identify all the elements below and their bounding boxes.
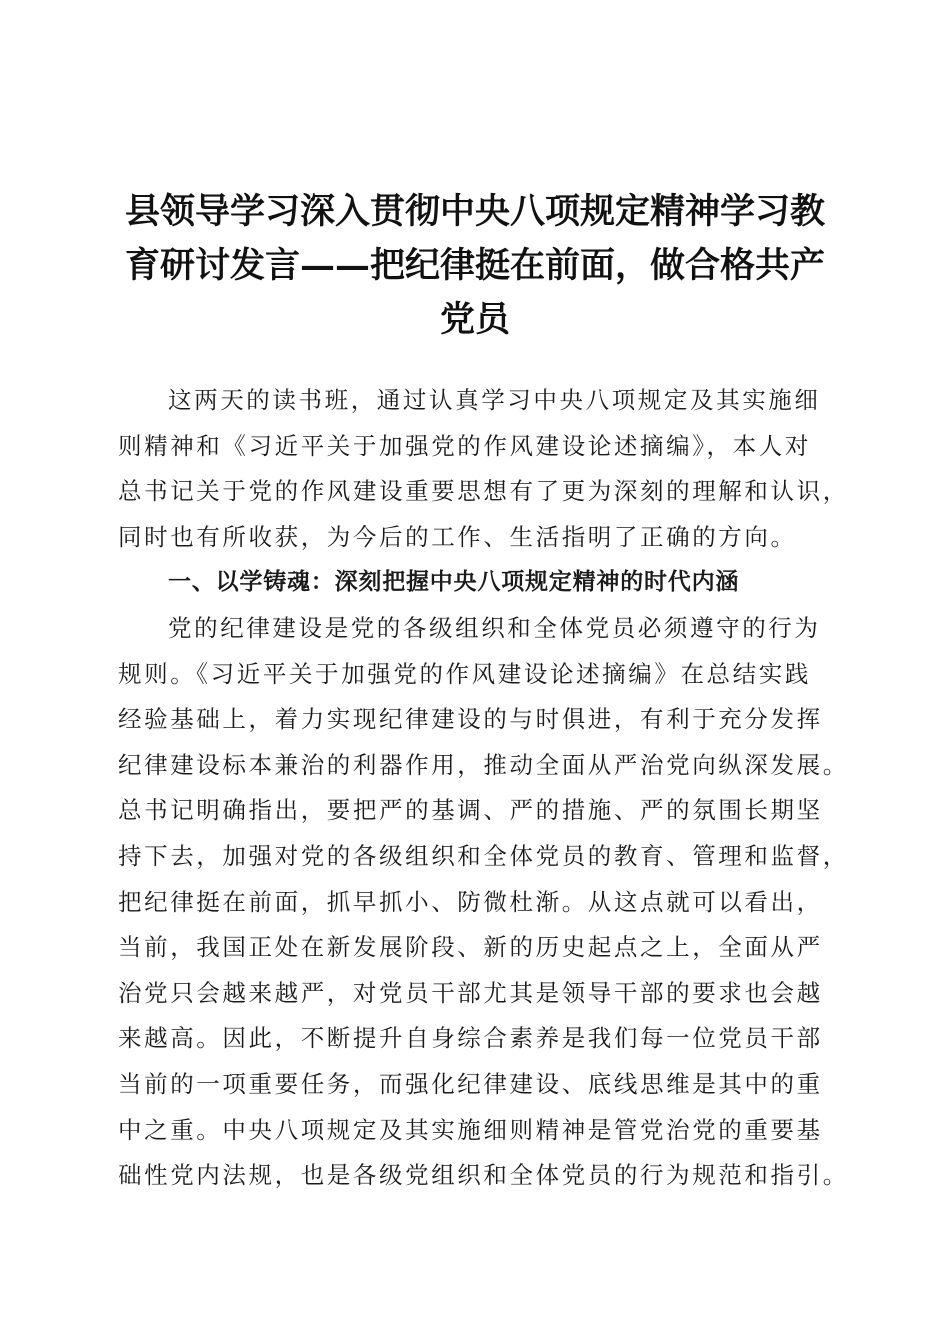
paragraph-line: 党的纪律建设是党的各级组织和全体党员必须遵守的行为 bbox=[168, 613, 821, 642]
paragraph-line: 治党只会越来越严，对党员干部尤其是领导干部的要求也会越 bbox=[118, 978, 823, 1007]
paragraph-line: 经验基础上，着力实现纪律建设的与时俱进，有利于充分发挥 bbox=[118, 705, 823, 734]
paragraph-line: 纪律建设标本兼治的利器作用，推动全面从严治党向纵深发展。 bbox=[118, 750, 849, 779]
paragraph-line: 中之重。中央八项规定及其实施细则精神是管党治党的重要基 bbox=[118, 1115, 823, 1144]
paragraph-line: 当前，我国正处在新发展阶段、新的历史起点之上，全面从严 bbox=[118, 933, 823, 962]
document-body bbox=[118, 378, 849, 1199]
paragraph-line: 规则。《习近平关于加强党的作风建设论述摘编》在总结实践 bbox=[118, 659, 811, 688]
paragraph-line: 总书记明确指出，要把严的基调、严的措施、严的氛围长期坚 bbox=[118, 796, 823, 825]
title-line: 县领导学习深入贯彻中央八项规定精神学习教 bbox=[124, 191, 825, 232]
paragraph-line: 同时也有所收获，为今后的工作、生活指明了正确的方向。 bbox=[118, 522, 797, 551]
paragraph-line: 础性党内法规，也是各级党组织和全体党员的行为规范和指引。 bbox=[118, 1161, 849, 1190]
paragraph-line: 把纪律挺在前面，抓早抓小、防微杜渐。从这点就可以看出， bbox=[118, 887, 823, 916]
paragraph-line: 则精神和《习近平关于加强党的作风建设论述摘编》，本人对 bbox=[118, 431, 811, 460]
paragraph-line: 这两天的读书班，通过认真学习中央八项规定及其实施细 bbox=[168, 386, 821, 414]
paragraph-line: 持下去，加强对党的各级组织和全体党员的教育、管理和监督， bbox=[118, 841, 849, 870]
title-line: 育研讨发言——把纪律挺在前面，做合格共产 bbox=[124, 245, 825, 286]
paragraph-line: 来越高。因此，不断提升自身综合素养是我们每一位党员干部 bbox=[118, 1024, 823, 1053]
title-line: 党员 bbox=[439, 299, 510, 340]
paragraph-line: 当前的一项重要任务，而强化纪律建设、底线思维是其中的重 bbox=[118, 1069, 823, 1098]
document-title bbox=[95, 185, 855, 347]
paragraph-line: 总书记关于党的作风建设重要思想有了更为深刻的理解和认识， bbox=[118, 477, 849, 506]
section-heading: 一、以学铸魂：深刻把握中央八项规定精神的时代内涵 bbox=[168, 569, 740, 596]
